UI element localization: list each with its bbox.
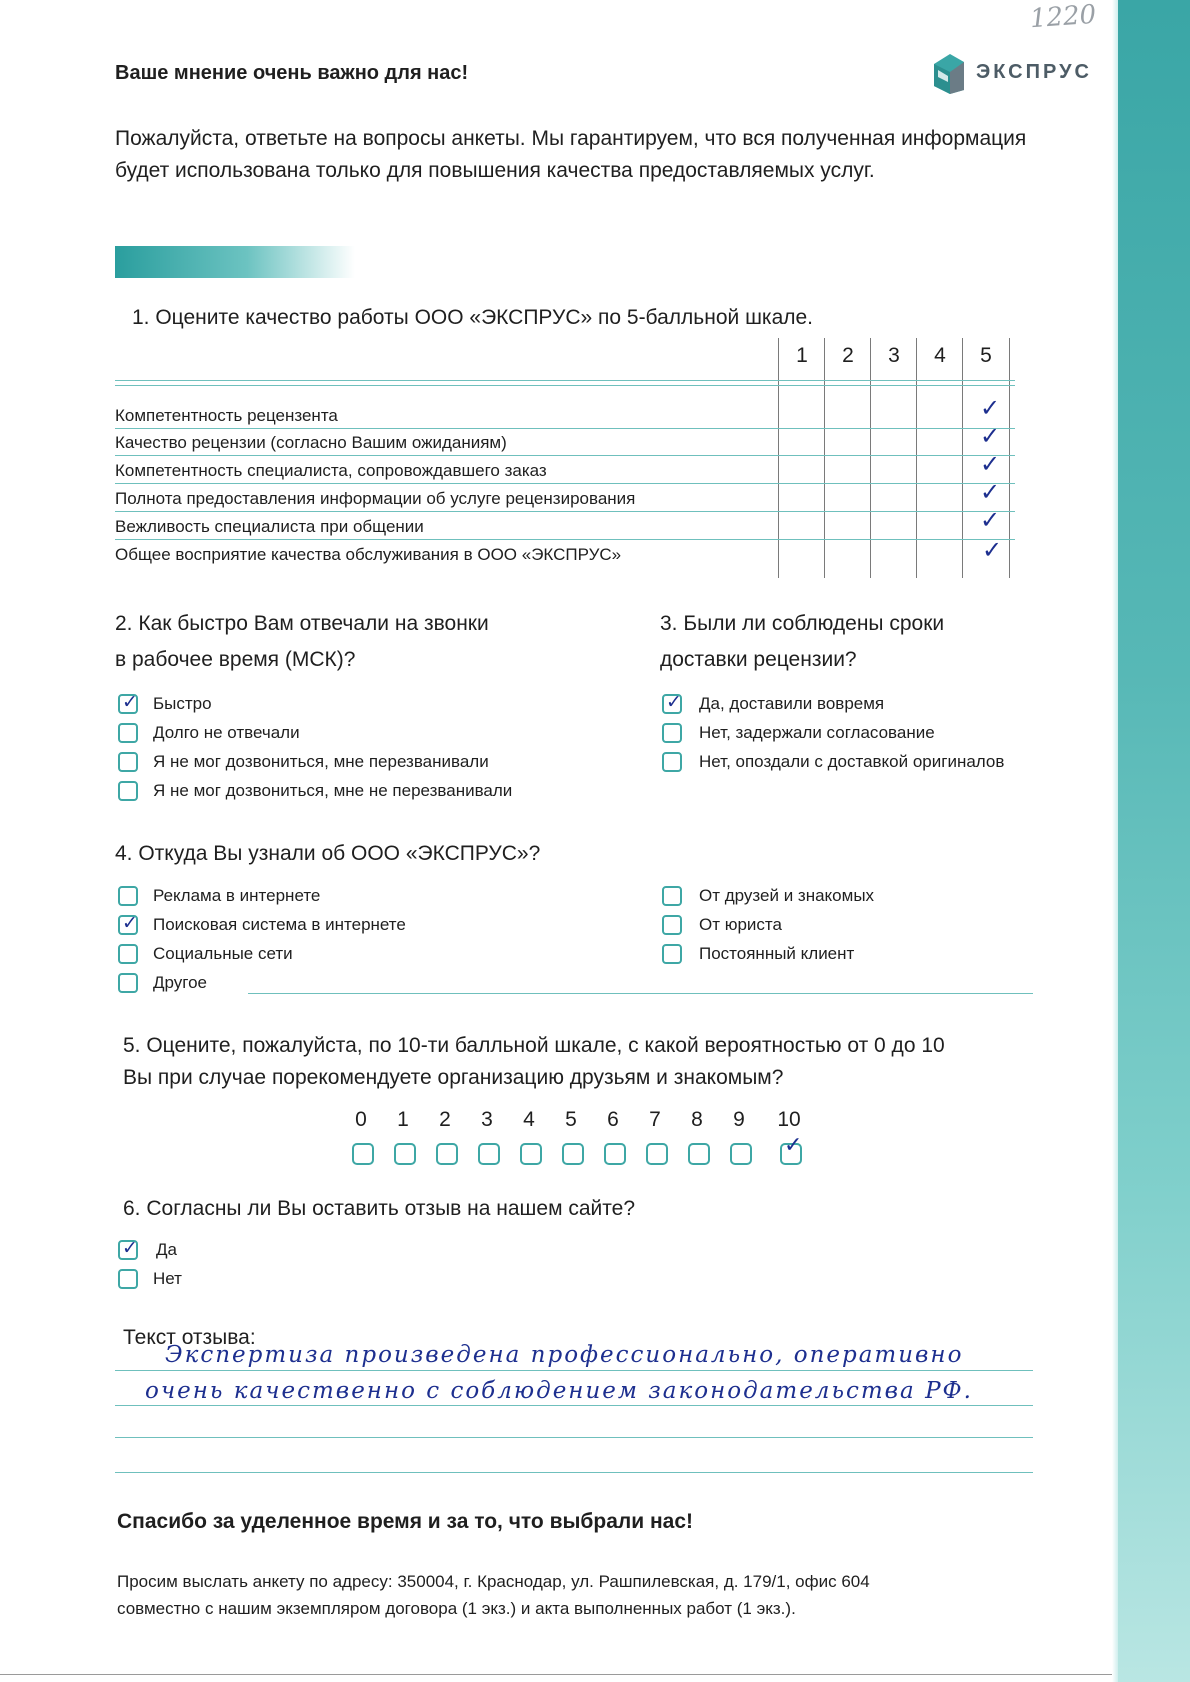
q4-option-checkbox[interactable]: [662, 944, 682, 964]
q5-scale-box[interactable]: [688, 1143, 710, 1165]
thanks-message: Спасибо за уделенное время и за то, что выбрали нас!: [117, 1510, 694, 1533]
rating-row-line: [115, 455, 1015, 456]
q2-option-label: Я не мог дозвониться, мне не перезванивали: [153, 781, 513, 800]
rating-row-line: [115, 428, 1015, 429]
q3-option-label: Да, доставили вовремя: [699, 694, 885, 713]
page-title: Ваше мнение очень важно для нас!: [115, 62, 469, 84]
other-answer-line[interactable]: [248, 993, 1033, 994]
review-handwritten-line1: Экспертиза произведена профессионально, оперативно: [165, 1342, 964, 1368]
rating-scale-label: 1: [796, 344, 808, 367]
q6-option-checkbox[interactable]: ✓: [118, 1240, 138, 1260]
rating-scale-label: 3: [888, 344, 900, 367]
logo-text: ЭКСПРУС: [976, 60, 1092, 83]
rating-scale-label: 4: [934, 344, 946, 367]
q5-scale-number: 9: [733, 1108, 745, 1131]
review-label: Текст отзыва:: [123, 1326, 256, 1349]
q5-scale-box[interactable]: [562, 1143, 584, 1165]
q5-scale-box[interactable]: [394, 1143, 416, 1165]
q5-scale-box-selected[interactable]: ✓: [780, 1143, 802, 1165]
rating-header-line: [115, 380, 1015, 381]
q4-option-label: От юриста: [699, 915, 782, 934]
bottom-rule: [0, 1674, 1112, 1675]
q3-option-checkbox[interactable]: ✓: [662, 694, 682, 714]
company-logo: [930, 48, 1095, 96]
rating-row-label: Полнота предоставления информации об услуге рецензирования: [115, 489, 636, 508]
q5-scale-box[interactable]: [520, 1143, 542, 1165]
q5-scale-number: 5: [565, 1108, 577, 1131]
rating-row-line: [115, 511, 1015, 512]
rating-column-4: [916, 338, 963, 578]
q5-scale-number: 10: [777, 1108, 801, 1131]
rating-check-mark[interactable]: ✓: [982, 536, 1003, 564]
q5-scale-number: 3: [481, 1108, 493, 1131]
q3-option-checkbox[interactable]: [662, 723, 682, 743]
q4-option-label: От друзей и знакомых: [699, 886, 875, 905]
q5-scale-number: 2: [439, 1108, 451, 1131]
decorative-side-strip: [1118, 0, 1190, 1682]
intro-paragraph: Пожалуйста, ответьте на вопросы анкеты. Мы гарантируем, что вся полученная информация будет использована только для повышения качества предоставляемых услуг.: [115, 127, 1027, 182]
q5-scale-number: 6: [607, 1108, 619, 1131]
handwritten-corner-mark: 1220: [1029, 0, 1098, 35]
footer-address: [117, 1568, 870, 1622]
q2-option-label: Быстро: [153, 694, 212, 713]
q3-option-label: Нет, задержали согласование: [699, 723, 935, 742]
q5-scale-box[interactable]: [478, 1143, 500, 1165]
rating-check-mark[interactable]: ✓: [980, 394, 1001, 422]
q4-option-checkbox[interactable]: [118, 973, 138, 993]
rating-column-3: [870, 338, 917, 578]
q4-option-label: Другое: [153, 973, 208, 992]
q4-option-checkbox[interactable]: [662, 886, 682, 906]
q2-option-label: Долго не отвечали: [153, 723, 300, 742]
q4-option-checkbox[interactable]: ✓: [118, 915, 138, 935]
q2-title-line1: 2. Как быстро Вам отвечали на звонки: [115, 612, 489, 635]
q5-scale-number: 7: [649, 1108, 661, 1131]
rating-check-mark[interactable]: ✓: [980, 478, 1001, 506]
q2-option-label: Я не мог дозвониться, мне перезванивали: [153, 752, 489, 771]
footer-line2: совместно с нашим экземпляром договора (1 экз.) и акта выполненных работ (1 экз.).: [117, 1599, 796, 1618]
q1-title: 1. Оцените качество работы ООО «ЭКСПРУС» по 5-балльной шкале.: [132, 306, 814, 329]
q5-scale-box[interactable]: [436, 1143, 458, 1165]
review-line[interactable]: [115, 1472, 1033, 1473]
q5-scale-box[interactable]: [646, 1143, 668, 1165]
q6-option-label: Да: [156, 1240, 177, 1259]
q4-title: 4. Откуда Вы узнали об ООО «ЭКСПРУС»?: [115, 842, 541, 865]
q2-option-checkbox[interactable]: [118, 781, 138, 801]
rating-scale-label: 2: [842, 344, 854, 367]
q4-option-label: Социальные сети: [153, 944, 293, 963]
rating-row-label: Компетентность специалиста, сопровождавшего заказ: [115, 461, 547, 480]
q5-scale-number: 8: [691, 1108, 703, 1131]
q2-title-line2: в рабочее время (МСК)?: [115, 648, 356, 671]
q6-title: 6. Согласны ли Вы оставить отзыв на нашем сайте?: [123, 1197, 636, 1220]
rating-row-label: Качество рецензии (согласно Вашим ожиданиям): [115, 433, 507, 452]
q4-option-label: Постоянный клиент: [699, 944, 855, 963]
rating-row-line: [115, 539, 1015, 540]
q2-option-checkbox[interactable]: [118, 752, 138, 772]
q5-scale-box[interactable]: [352, 1143, 374, 1165]
q2-option-checkbox[interactable]: [118, 723, 138, 743]
rating-row-line: [115, 483, 1015, 484]
decorative-gradient-bar: [115, 246, 355, 278]
q6-option-label: Нет: [153, 1269, 182, 1288]
review-handwritten-line2: очень качественно с соблюдением законодательства РФ.: [145, 1378, 973, 1404]
rating-check-mark[interactable]: ✓: [980, 450, 1001, 478]
q3-option-label: Нет, опоздали с доставкой оригиналов: [699, 752, 1005, 771]
rating-scale-label: 5: [980, 344, 992, 367]
q3-title-line1: 3. Были ли соблюдены сроки: [660, 612, 945, 635]
logo-building-icon: [930, 50, 968, 94]
q3-title-line2: доставки рецензии?: [660, 648, 857, 671]
q4-option-label: Поисковая система в интернете: [153, 915, 406, 934]
q4-option-checkbox[interactable]: [662, 915, 682, 935]
q5-scale-number: 1: [397, 1108, 409, 1131]
q5-scale-number: 0: [355, 1108, 367, 1131]
rating-table-columns: [778, 338, 1014, 578]
rating-check-mark[interactable]: ✓: [980, 422, 1001, 450]
q4-option-label: Реклама в интернете: [153, 886, 321, 905]
q5-scale-box[interactable]: [730, 1143, 752, 1165]
review-line[interactable]: [115, 1370, 1033, 1371]
rating-row-label: Вежливость специалиста при общении: [115, 517, 424, 536]
rating-row-label: Компетентность рецензента: [115, 406, 338, 425]
q6-option-checkbox[interactable]: [118, 1269, 138, 1289]
q5-scale-number: 4: [523, 1108, 535, 1131]
review-line[interactable]: [115, 1437, 1033, 1438]
q4-option-checkbox[interactable]: [118, 944, 138, 964]
q2-option-checkbox[interactable]: ✓: [118, 694, 138, 714]
q3-option-checkbox[interactable]: [662, 752, 682, 772]
q5-title-line1: 5. Оцените, пожалуйста, по 10-ти балльной шкале, с какой вероятностью от 0 до 10: [123, 1034, 945, 1057]
rating-row-label: Общее восприятие качества обслуживания в ООО «ЭКСПРУС»: [115, 545, 622, 564]
q5-title-line2: Вы при случае порекомендуете организацию друзьям и знакомым?: [123, 1066, 784, 1089]
rating-column-1: [778, 338, 825, 578]
rating-column-2: [824, 338, 871, 578]
footer-line1: Просим выслать анкету по адресу: 350004, г. Краснодар, ул. Рашпилевская, д. 179/1, офис 604: [117, 1572, 870, 1591]
rating-header-line: [115, 385, 1015, 386]
review-line[interactable]: [115, 1405, 1033, 1406]
q4-option-checkbox[interactable]: [118, 886, 138, 906]
rating-check-mark[interactable]: ✓: [980, 506, 1001, 534]
q5-scale-box[interactable]: [604, 1143, 626, 1165]
